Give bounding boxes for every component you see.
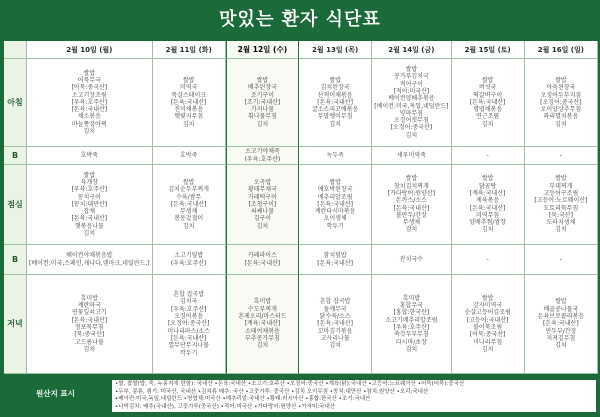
menu-item: 쌀밥 — [329, 178, 341, 186]
breakfast-menu-cell — [525, 59, 598, 147]
lunch-menu-cell — [299, 165, 372, 245]
menu-item: 오징어두부지짐 — [540, 91, 582, 99]
day-header: 2월 14일 (금) — [372, 41, 451, 59]
lunch-menu-cell — [452, 165, 525, 245]
breakfast-menu-cell — [27, 59, 153, 147]
breakfast-menu-list — [470, 77, 506, 128]
menu-item: 꽁치구이 — [77, 193, 101, 201]
menu-item: 조기구이 — [250, 91, 274, 99]
menu-item: [돈육:국내산] — [71, 215, 108, 223]
menu-item: [가다랑어:원양산] — [387, 189, 436, 197]
menu-item: 김치 — [256, 342, 269, 350]
dinner-menu-cell — [299, 275, 372, 374]
menu-item: 순살고등어김조림 — [464, 309, 511, 317]
menu-item: 정포묵무침 — [74, 324, 104, 331]
meal-label-lunch — [4, 165, 27, 245]
snack-lines — [245, 148, 281, 163]
dinner-menu-cell — [452, 275, 525, 374]
menu-item: [오징어:중국산] — [390, 124, 433, 132]
menu-item: 잡채 — [83, 208, 96, 216]
snack_pm-cell — [27, 245, 153, 275]
menu-item: [어묵:중국산] — [469, 331, 506, 339]
lunch-menu-list — [388, 175, 435, 233]
dinner-menu-list — [464, 295, 510, 353]
menu-item: 미역무침 — [476, 211, 500, 219]
menu-item: 어묵무국 — [77, 76, 101, 84]
menu-item: 고등어구조림 — [543, 189, 579, 197]
menu-item: 부대찌개 — [549, 182, 573, 190]
menu-item: 쌀밥 — [182, 76, 195, 84]
origin-line: •베이컨:미국,독일,네덜란드 •명엽채:미국산 •메추리알:국내산 •황태:러시아산 •홍합:한국산 •조기:국내산 — [115, 396, 371, 402]
menu-item: 김치 — [329, 342, 341, 350]
breakfast-menu-cell — [452, 59, 525, 147]
menu-item: 오이양상추무침 — [540, 106, 582, 114]
menu-item: 김치 — [182, 222, 195, 230]
menu-item: 미나리파스/소스 — [167, 327, 210, 335]
snack-line: 베이컨야채볶음밥 — [66, 252, 113, 260]
menu-item: 햇빛지무침 — [174, 113, 204, 121]
menu-item: 꽈리멸치볶음 — [543, 113, 579, 121]
menu-item: [돈육:국내산] — [170, 98, 207, 106]
menu-item: [돈육:국내산] — [170, 334, 207, 342]
menu-item: 김치 — [405, 131, 418, 139]
lunch-menu-list — [534, 175, 587, 233]
dinner-menu-list — [538, 298, 584, 349]
menu-item: 부추콩가무침 — [245, 334, 280, 342]
menu-item: 흔제오리/마스터드 — [238, 313, 287, 321]
menu-item: 쌀밥 — [481, 76, 494, 84]
snack_pm-cell — [153, 245, 226, 275]
breakfast-menu-list — [171, 77, 207, 128]
menu-item: [오징어:중국산] — [167, 320, 210, 328]
menu-item: 닭곰탕 — [478, 182, 497, 190]
breakfast-menu-cell — [299, 59, 372, 147]
menu-grid — [4, 41, 598, 374]
breakfast-menu-list — [540, 77, 581, 128]
menu-item: 오징어젓무침 — [394, 117, 429, 125]
menu-item: 볼어묵조림 — [473, 324, 503, 331]
menu-item: 오이생채 — [323, 215, 347, 223]
menu-item: 마늘쫑장아찌 — [71, 120, 107, 128]
menu-item: [조기:국내산] — [244, 98, 281, 106]
menu-item: 꼬마김기볶음 — [317, 327, 353, 335]
menu-item: [오징어:중국산] — [540, 98, 582, 106]
snack-line: 소고기야채죽 — [245, 148, 280, 156]
menu-item: 쌀밥 — [83, 69, 96, 77]
origin-line: •두부, 콩류, 취기: 미국산, 국내산 •김치류 배추: 국산 •고춧가루: 중국산 •김치 오이무침 •꽁치:대만산 •참치:원양산 •오리:국내산 — [115, 388, 429, 395]
menu-item: [계육:국내산] — [469, 189, 506, 197]
menu-item: 김치 — [83, 230, 96, 238]
menu-item: 김치 — [83, 345, 96, 353]
menu-item: 흔합 잡곡밥 — [173, 291, 205, 299]
snack_am-cell: - — [452, 147, 525, 165]
menu-item: 깍두기 — [326, 222, 344, 230]
menu-item: 열무단무지나물 — [168, 342, 209, 350]
menu-item: 무말랭이무침 — [317, 113, 353, 121]
menu-item: 연꽃잎쇠고기 — [71, 309, 107, 317]
menu-item: 진미채볶음 — [174, 106, 204, 114]
menu-item: [돈육:국내산] — [469, 98, 506, 106]
menu-item: 쌀밥 — [182, 178, 195, 186]
day-header: 2월 11일 (화) — [153, 41, 226, 59]
menu-item: 쌀밥 — [329, 76, 341, 84]
snack-line: [베이컨:미국,스페인,캐나다,덴마크,네덜란드,] — [29, 259, 150, 267]
menu-item: 애호박된장국 — [317, 186, 353, 194]
origin-text — [112, 380, 596, 412]
dinner-menu-list — [167, 291, 210, 357]
menu-item: 쌀밥 — [256, 76, 269, 84]
dinner-menu-cell — [153, 275, 226, 374]
breakfast-menu-cell — [226, 59, 299, 147]
menu-item: 다시마/초장 — [395, 338, 427, 346]
menu-item: 쌀밥 — [405, 66, 418, 74]
dinner-menu-list — [238, 298, 286, 349]
lunch-menu-cell — [27, 165, 153, 245]
menu-item: 김치 — [481, 345, 494, 353]
menu-item: 메추리알조림 — [317, 193, 353, 201]
breakfast-menu-list — [71, 70, 107, 136]
menu-item: 감자미역국 — [473, 302, 503, 310]
menu-item: 오곡밥 — [253, 178, 272, 186]
menu-item: 제육볶음 — [476, 197, 500, 205]
menu-item: [돈육:국내산] — [469, 204, 506, 212]
meal-label-breakfast-char: 침 — [15, 97, 23, 107]
menu-item: 떡갈비구이 — [473, 91, 503, 99]
breakfast-menu-cell — [372, 59, 451, 147]
corner-cell — [4, 41, 27, 59]
menu-item: 소고기메추리알조림 — [385, 316, 438, 324]
menu-item: 김치 — [481, 226, 494, 234]
menu-item: 고사리나물 — [320, 334, 350, 342]
snack_pm-cell — [299, 245, 372, 275]
menu-item: 콩가루김치국 — [394, 73, 429, 81]
menu-item: 흔합 잡곡밥 — [319, 298, 351, 306]
menu-item: [우육:호주산] — [393, 324, 430, 331]
dinner-menu-list — [385, 295, 437, 353]
menu-item: 김치 — [555, 342, 567, 350]
menu-item: 흑미밥 — [80, 294, 98, 302]
menu-item: 도라지생채 — [546, 219, 576, 227]
menu-item: 돈육브로콜리볶음 — [537, 313, 585, 321]
menu-item: 김치 — [481, 120, 494, 128]
menu-item: [계육:국내산] — [244, 320, 281, 328]
menu-item: 쌀밥 — [555, 298, 567, 306]
snack-line: (우육:호주산) — [244, 155, 281, 163]
snack-lines — [245, 252, 281, 267]
snack-line: 카레라이스 — [247, 252, 277, 260]
snack_pm-cell: - — [452, 245, 525, 275]
menu-item: 고드름나물 — [74, 338, 104, 346]
dinner-menu-cell — [226, 275, 299, 374]
lunch-menu-cell — [525, 165, 598, 245]
menu-item: 김치 — [256, 222, 269, 230]
meal-label-dinner-char: 저 — [7, 319, 15, 328]
menu-item: [고등어:국내산] — [466, 316, 509, 324]
menu-item: 수도부찌개 — [247, 305, 277, 313]
meal-label-snack-am: B — [4, 147, 27, 165]
menu-item: 소태여채볶음 — [245, 327, 280, 335]
menu-item: 계란파국 — [77, 302, 101, 310]
origin-line: •나박김치: 배추(국내산), 고춧가루(중국산) •적어:미국산 •가다랑어:원양산 •가자미:국내산 — [115, 403, 336, 410]
menu-item: 김구이 — [253, 215, 272, 223]
menu-item: 돈까스/소스 — [395, 197, 427, 205]
lunch-menu-list — [71, 172, 107, 238]
menu-item: 쌀밥 — [555, 76, 567, 84]
menu-item: [홍합:한국산] — [393, 309, 430, 317]
meal-label-dinner — [4, 275, 27, 374]
menu-item: 김치 — [182, 120, 195, 128]
lunch-menu-cell — [153, 165, 226, 245]
lunch-menu-cell — [226, 165, 299, 245]
menu-item: 흑미밥 — [402, 294, 421, 302]
day-header: 2월 15일 (토) — [452, 41, 525, 59]
snack-line: (우육:호주산) — [170, 259, 207, 267]
menu-item: 쑥갓두부무침 — [393, 331, 429, 339]
snack_am-cell: - — [525, 147, 598, 165]
menu-item: 가지나물 — [250, 106, 274, 114]
menu-item: 지져김무침 — [546, 334, 576, 342]
menu-item: 쌀밥 — [481, 175, 494, 183]
menu-item: 김치국 — [179, 298, 198, 306]
menu-item: 가래떡구이 — [247, 193, 277, 201]
menu-item: 햇볶음나물 — [74, 222, 104, 230]
snack_am-cell: 새우미역죽 — [372, 147, 451, 165]
menu-item: 김치 — [405, 226, 418, 234]
snack-line: 소고기덮밥 — [174, 252, 204, 260]
lunch-menu-list — [469, 175, 506, 233]
dinner-menu-list — [317, 298, 353, 349]
menu-item: 육개장 — [80, 178, 98, 186]
snack_am-cell: 호박죽 — [153, 147, 226, 165]
day-header: 2월 13일 (목) — [299, 41, 372, 59]
meal-label-dinner-char: 녁 — [15, 319, 23, 328]
menu-item: 계란다시마볶음 — [314, 208, 356, 216]
dinner-menu-list — [71, 295, 107, 353]
snack_am-cell: 녹두죽 — [299, 147, 372, 165]
snack-lines — [29, 252, 150, 267]
snack_pm-cell: - — [525, 245, 598, 275]
breakfast-menu-list — [312, 77, 358, 128]
menu-item: 미나리무침 — [473, 338, 503, 346]
menu-item: 소고기장조림 — [71, 91, 107, 99]
menu-item: [우육:호주산] — [170, 305, 207, 313]
meal-label-breakfast — [4, 59, 27, 147]
menu-item: 버섯국 — [478, 84, 497, 92]
breakfast-menu-list — [245, 77, 281, 128]
menu-item: 베이컨양배추볶음 — [388, 95, 435, 103]
menu-item: 양배추찜/쌈장 — [469, 219, 507, 227]
snack-lines — [171, 252, 207, 267]
menu-item: 배추된장국 — [247, 84, 277, 92]
meal-label-breakfast-char: 아 — [7, 97, 15, 107]
menu-item: [돈육:국내산] — [393, 204, 430, 212]
meal-label-lunch-char: 점 — [7, 199, 15, 209]
menu-item: 명엽채볶음 — [473, 106, 503, 114]
menu-item: 볼만두/간장 — [395, 211, 427, 219]
menu-item: 배골콩나물국 — [543, 305, 579, 313]
menu-item: 김치된장국 — [320, 84, 350, 92]
menu-item: [묵:국산] — [548, 211, 573, 219]
menu-item: 흑미밥 — [253, 298, 272, 306]
snack_am-cell: 호박죽 — [27, 147, 153, 165]
menu-item: 적어구이 — [399, 80, 423, 88]
dinner-menu-cell — [525, 275, 598, 374]
menu-item: 도토리묵무침 — [543, 204, 579, 212]
breakfast-menu-list — [374, 66, 448, 139]
menu-item: [묵:중국산] — [74, 331, 105, 339]
snack-line: 참치덮밥 — [323, 252, 347, 260]
menu-item: 오징어볶음 — [174, 313, 204, 321]
menu-item: 쌀밥 — [405, 175, 418, 183]
menu-item: 굴소스피고애볶음 — [311, 106, 359, 114]
menu-item: 김치 — [329, 120, 341, 128]
menu-item: [돈육:국내산] — [317, 98, 353, 106]
menu-item: 산적어채볶음 — [317, 91, 353, 99]
menu-item: [적어:미국산] — [393, 87, 430, 95]
menu-item: 봄동겉절이 — [174, 215, 204, 223]
snack_pm-cell: 잔치국수 — [372, 245, 451, 275]
menu-item: 양파무침 — [399, 109, 423, 117]
menu-item: [조청구이] — [248, 200, 277, 208]
snack_pm-cell — [226, 245, 299, 275]
origin-line: •쌀, 찹쌀(밥, 죽, 누룽지에 한함): 국내산 •돈육:국내산 •소고기:호주산 •오징어:중국산 •계육(닭):국내산 •고등어:노르웨이산 •어묵(어묵):중국산 — [115, 381, 465, 387]
menu-item: [돈육:국내산] — [71, 316, 108, 324]
menu-item: 쌀밥 — [555, 175, 567, 183]
menu-item: 깍두기 — [179, 349, 198, 357]
menu-item: 김치 — [555, 120, 567, 128]
snack-line: [돈육:국내산] — [317, 259, 353, 267]
menu-item: 무생채 — [179, 208, 198, 216]
menu-item: [돈육:국내산] — [317, 320, 353, 328]
meal-label-snack-pm: B — [4, 245, 27, 275]
menu-item: [돈육:국내산] — [170, 200, 207, 208]
menu-item: [돈육:국내산] — [543, 320, 579, 328]
menu-item: 김치 — [405, 345, 418, 353]
menu-item: 취나물무침 — [247, 113, 277, 121]
breakfast-menu-cell — [153, 59, 226, 147]
menu-item: 황태무채국 — [247, 186, 277, 194]
menu-item: 무생채 — [402, 219, 421, 227]
menu-item: 미역국 — [179, 84, 198, 92]
menu-item: [베이컨:미국,독일,네덜란드] — [374, 102, 449, 110]
snack-lines — [317, 252, 353, 267]
menu-item: 연근조림 — [476, 113, 500, 121]
menu-item: [우육:호주산] — [71, 186, 108, 194]
menu-item: [돈육:국내산] — [317, 200, 353, 208]
dinner-menu-cell — [27, 275, 153, 374]
menu-item: 채소볶음 — [77, 113, 101, 121]
menu-item: 홍합무국 — [399, 302, 423, 310]
menu-item: 김치순두부찌개 — [168, 186, 209, 194]
origin-footer — [0, 376, 600, 417]
day-header-today: 2월 12일 (수) — [226, 41, 299, 59]
menu-item: [어묵:중국산] — [71, 84, 108, 92]
snack_am-cell — [226, 147, 299, 165]
lunch-menu-cell — [372, 165, 451, 245]
menu-item: [우육:호주산] — [71, 98, 108, 106]
menu-item: 닭수육/소스 — [319, 313, 351, 321]
menu-item: 김치 — [555, 226, 567, 234]
snack-line: [돈육:국내산] — [244, 259, 281, 267]
menu-item: 참치김치찌개 — [394, 182, 429, 190]
day-header: 2월 16일 (일) — [525, 41, 598, 59]
origin-label: 원산지 표시 — [36, 389, 75, 398]
menu-item: [고등어:노르웨이산] — [534, 197, 588, 205]
menu-item: 김치 — [83, 128, 96, 136]
menu-item: 쇠쎄나물 — [250, 208, 274, 216]
menu-item: 아욱된장국 — [546, 84, 576, 92]
menu-item: 연두부/간장 — [545, 327, 577, 335]
menu-item: 수육/쌈무 — [176, 193, 202, 201]
page-title: 맛있는 환자 식단표 — [219, 9, 381, 30]
lunch-menu-list — [248, 179, 277, 230]
menu-item: 목살스테이크 — [171, 91, 207, 99]
menu-item: [돈육:국내산] — [71, 106, 108, 114]
day-header: 2월 10일 (월) — [27, 41, 153, 59]
meal-label-lunch-char: 심 — [15, 199, 23, 209]
menu-item: 쌀밥 — [481, 294, 494, 302]
dinner-menu-cell — [372, 275, 451, 374]
lunch-menu-list — [168, 179, 209, 230]
lunch-menu-list — [315, 179, 356, 230]
menu-item: 쌀밥 — [83, 171, 96, 179]
menu-item: 돌깨무국 — [323, 305, 347, 313]
menu-item: [꽁치:대만산] — [71, 200, 108, 208]
menu-item: 김치 — [256, 120, 269, 128]
